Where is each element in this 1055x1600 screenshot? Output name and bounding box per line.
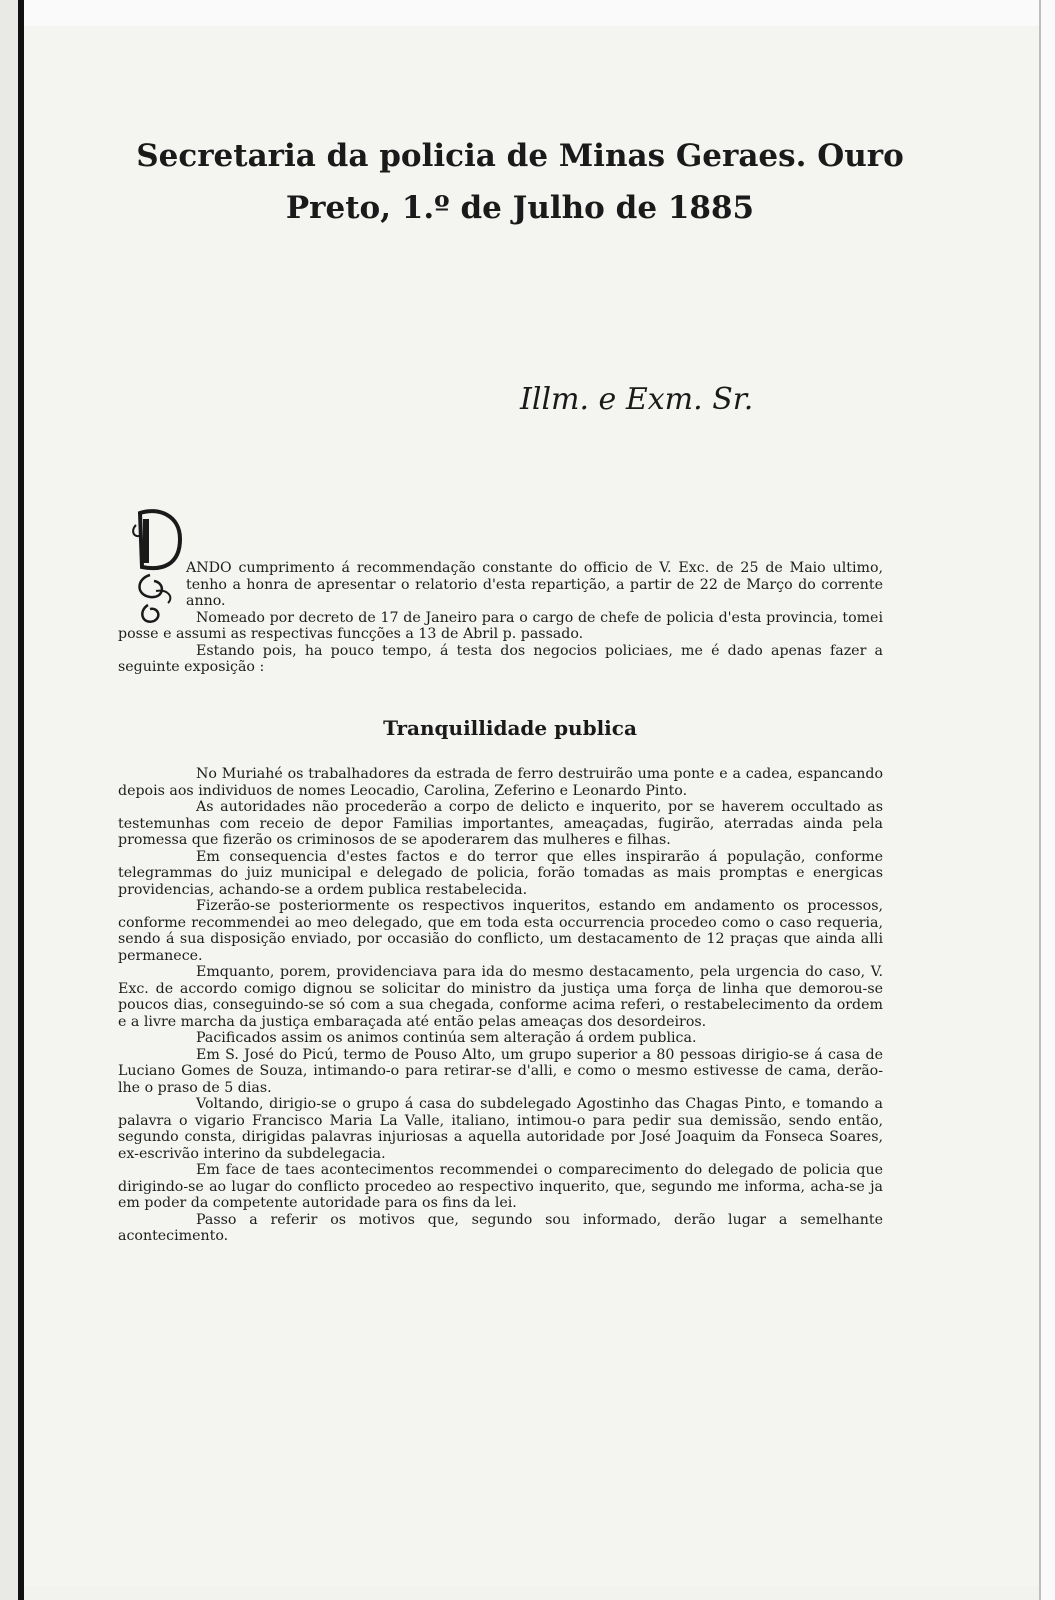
page-top-edge [24, 0, 1041, 27]
paragraph: Em face de taes acontecimentos recommendei o comparecimento do delegado de policia que dirigindo-se ao lugar do conflicto procedeo ao respectivo inquerito, que, segundo me informa, acha-se ja em poder da competente autoridade para os fins da lei. [118, 1162, 883, 1211]
page-right-edge [1039, 0, 1055, 1600]
paragraph: Voltando, dirigio-se o grupo á casa do subdelegado Agostinho das Chagas Pinto, e tomando a palavra o vigario Francisco Maria La Valle, italiano, intimou-o para pedir sua demissão, sendo então, segundo consta, dirigidas palavras injuriosas a aquella autoridade por José Joaquim da Fonseca Soares, ex-escrivão interino da subdelegacia. [118, 1096, 883, 1162]
heading-line-2: Preto, 1.º de Julho de 1885 [285, 190, 755, 226]
heading-line-1: Secretaria da policia de Minas Geraes. Ouro [136, 138, 904, 174]
intro-paragraph-2: Nomeado por decreto de 17 de Janeiro para o cargo de chefe de policia d'esta provincia, tomei posse e assumi as respectivas funcções a 13 de Abril p. passado. [118, 609, 883, 642]
paragraph: Emquanto, porem, providenciava para ida do mesmo destacamento, pela urgencia do caso, V. Exc. de accordo comigo dignou se solicitar do ministro da justiça uma força de linha que demorou-se poucos dias, conseguindo-se só com a sua chegada, conforme acima referi, o restabelecimento da ordem e a livre marcha da justiça embaraçada até então pelas ameaças dos desordeiros. [118, 964, 883, 1030]
paragraph: Em S. José do Picú, termo de Pouso Alto, um grupo superior a 80 pessoas dirigio-se á casa de Luciano Gomes de Souza, intimando-o para retirar-se d'alli, e como o mesmo estivesse de cama, derão-lhe o praso de 5 dias. [118, 1046, 883, 1096]
paragraph: Fizerão-se posteriormente os respectivos inqueritos, estando em andamento os processos, conforme recommendei ao meo delegado, que em toda esta occurrencia procedeo como o caso requeria, sendo á sua disposição enviado, por occasião do conflicto, um destacamento de 12 praças que ainda alli permanece. [118, 898, 883, 964]
section-title: Tranquillidade publica [383, 716, 637, 740]
scan-margin [0, 0, 18, 1600]
paragraph: As autoridades não procederão a corpo de delicto e inquerito, por se haverem occultado as testemunhas com receio de depor Familias importantes, ameaçadas, fugirão, aterradas ainda pela promessa que fizerão os criminosos de se apoderarem das mulheres e filhas. [118, 799, 883, 848]
paragraph: No Muriahé os trabalhadores da estrada de ferro destruirão uma ponte e a cadea, espancando depois aos individuos de nomes Leocadio, Carolina, Zeferino e Leonardo Pinto. [118, 766, 883, 799]
intro-text [118, 560, 883, 676]
document-heading [120, 130, 920, 234]
intro-paragraph-3: Estando pois, ha pouco tempo, á testa dos negocios policiaes, me é dado apenas fazer a seguinte exposição : [118, 642, 883, 675]
salutation: Illm. e Exm. Sr. [520, 382, 754, 417]
intro-paragraph-1: ANDO cumprimento á recommendação constante do officio de V. Exc. de 25 de Maio ultimo, tenho a honra de apresentar o relatorio d'esta repartição, a partir de 22 de Março do corrente anno. [186, 560, 883, 609]
paragraph: Em consequencia d'estes factos e do terror que elles inspirarão á população, conforme telegrammas do juiz municipal e delegado de policia, forão tomadas as mais promptas e energicas providencias, achando-se a ordem publica restabelecida. [118, 848, 883, 898]
section-body [118, 766, 883, 1245]
paragraph: Pacificados assim os animos continúa sem alteração á ordem publica. [196, 1030, 697, 1046]
paragraph: Passo a referir os motivos que, segundo sou informado, derão lugar a semelhante acontecimento. [118, 1211, 883, 1244]
